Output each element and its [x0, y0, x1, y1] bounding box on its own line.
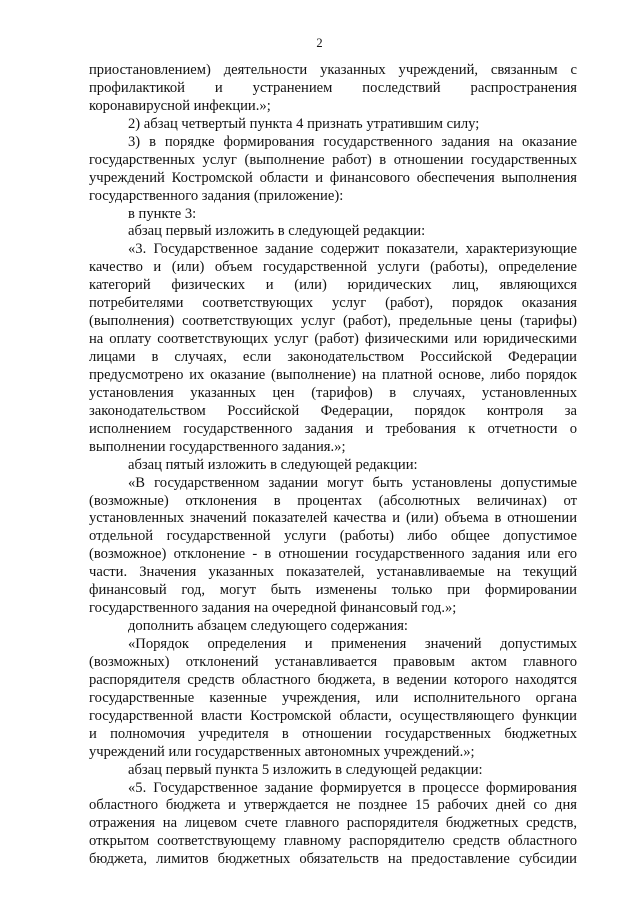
text-line: абзац пятый изложить в следующей редакции:	[128, 456, 418, 473]
text-line: (выполнения) соответствующих услуг (работ), предельные цены (тарифы)	[89, 313, 577, 330]
text-line: (возможное) отклонение - в отношении государственного задания или его	[89, 546, 577, 563]
text-line: 2) абзац четвертый пункта 4 признать утратившим силу;	[128, 115, 480, 132]
text-line: части. Значения указанных показателей, устанавливаемые на текущий	[89, 564, 577, 581]
text-line: абзац первый пункта 5 изложить в следующей редакции:	[128, 761, 483, 778]
text-line: лицами в случаях, если законодательством Российской Федерации	[89, 349, 577, 365]
text-line: и полномочия учредителя в отношении государственных бюджетных	[89, 725, 577, 742]
text-line: законодательством Российской Федерации, порядок контроля за	[89, 402, 577, 419]
body-text	[89, 62, 577, 869]
text-line: открытом соответствующему главному распорядителю средств областного	[89, 833, 577, 850]
text-line: учреждений Костромской области и финансового обеспечения выполнения	[89, 169, 577, 186]
text-line: «В государственном задании могут быть установлены допустимые	[128, 474, 577, 491]
text-line: «Порядок определения и применения значений допустимых	[128, 636, 577, 652]
text-line: распорядителя средств областного бюджета, в ведении которого находятся	[89, 671, 577, 688]
text-line: абзац первый изложить в следующей редакции:	[128, 223, 426, 240]
text-line: (возможные) отклонения в процентах (абсолютных величинах) от	[89, 492, 577, 509]
text-line: установленных значений показателей качества и (или) объема в отношении	[89, 510, 577, 527]
text-line: «3. Государственное задание содержит показатели, характеризующие	[128, 241, 577, 258]
text-line: установления указанных цен (тарифов) в случаях, установленных	[89, 384, 577, 401]
text-line: приостановлением) деятельности указанных учреждений, связанным с	[89, 62, 577, 78]
text-line: финансовый год, могут быть изменены только при формировании	[89, 582, 577, 599]
text-line: отражения на лицевом счете главного распорядителя бюджетных средств,	[89, 815, 577, 832]
text-line: (возможных) отклонений устанавливается правовым актом главного	[89, 653, 577, 670]
text-line: бюджета, лимитов бюджетных обязательств на предоставление субсидии	[89, 851, 577, 868]
text-line: государственных услуг (выполнение работ) в отношении государственных	[89, 151, 577, 168]
text-line: «5. Государственное задание формируется в процессе формирования	[128, 779, 577, 796]
text-line: дополнить абзацем следующего содержания:	[128, 618, 408, 635]
page-number: 2	[316, 36, 323, 50]
text-line: на оплату соответствующих услуг (работ) физическими или юридическими	[89, 331, 577, 348]
text-line: отдельной государственной услуги (работы) либо общее допустимое	[89, 528, 577, 545]
text-line: исполнением государственного задания и требования к отчетности о	[89, 420, 577, 437]
text-line: профилактикой и устранением последствий распространения	[89, 79, 577, 96]
text-line: 3) в порядке формирования государственного задания на оказание	[128, 133, 577, 150]
text-line: государственного задания на очередной финансовый год.»;	[89, 600, 457, 617]
text-line: государственные казенные учреждения, или исполнительного органа	[89, 689, 577, 706]
text-line: государственной власти Костромской области, осуществляющего функции	[89, 707, 577, 724]
text-line: категорий физических и (или) юридических лиц, являющихся	[89, 277, 577, 294]
text-line: в пункте 3:	[128, 205, 197, 222]
text-line: коронавирусной инфекции.»;	[89, 97, 271, 114]
text-line: областного бюджета и утверждается не позднее 15 рабочих дней со дня	[89, 797, 577, 814]
text-line: государственного задания (приложение):	[89, 187, 344, 204]
text-line: качество и (или) объем государственной услуги (работы), определение	[89, 259, 577, 276]
text-line: предусмотрено их оказание (выполнение) на платной основе, либо порядок	[89, 366, 577, 383]
text-line: выполнении государственного задания.»;	[89, 438, 346, 455]
text-line: учреждений или государственных автономных учреждений.»;	[89, 743, 475, 760]
text-line: потребителями соответствующих услуг (работ), порядок оказания	[89, 295, 577, 312]
